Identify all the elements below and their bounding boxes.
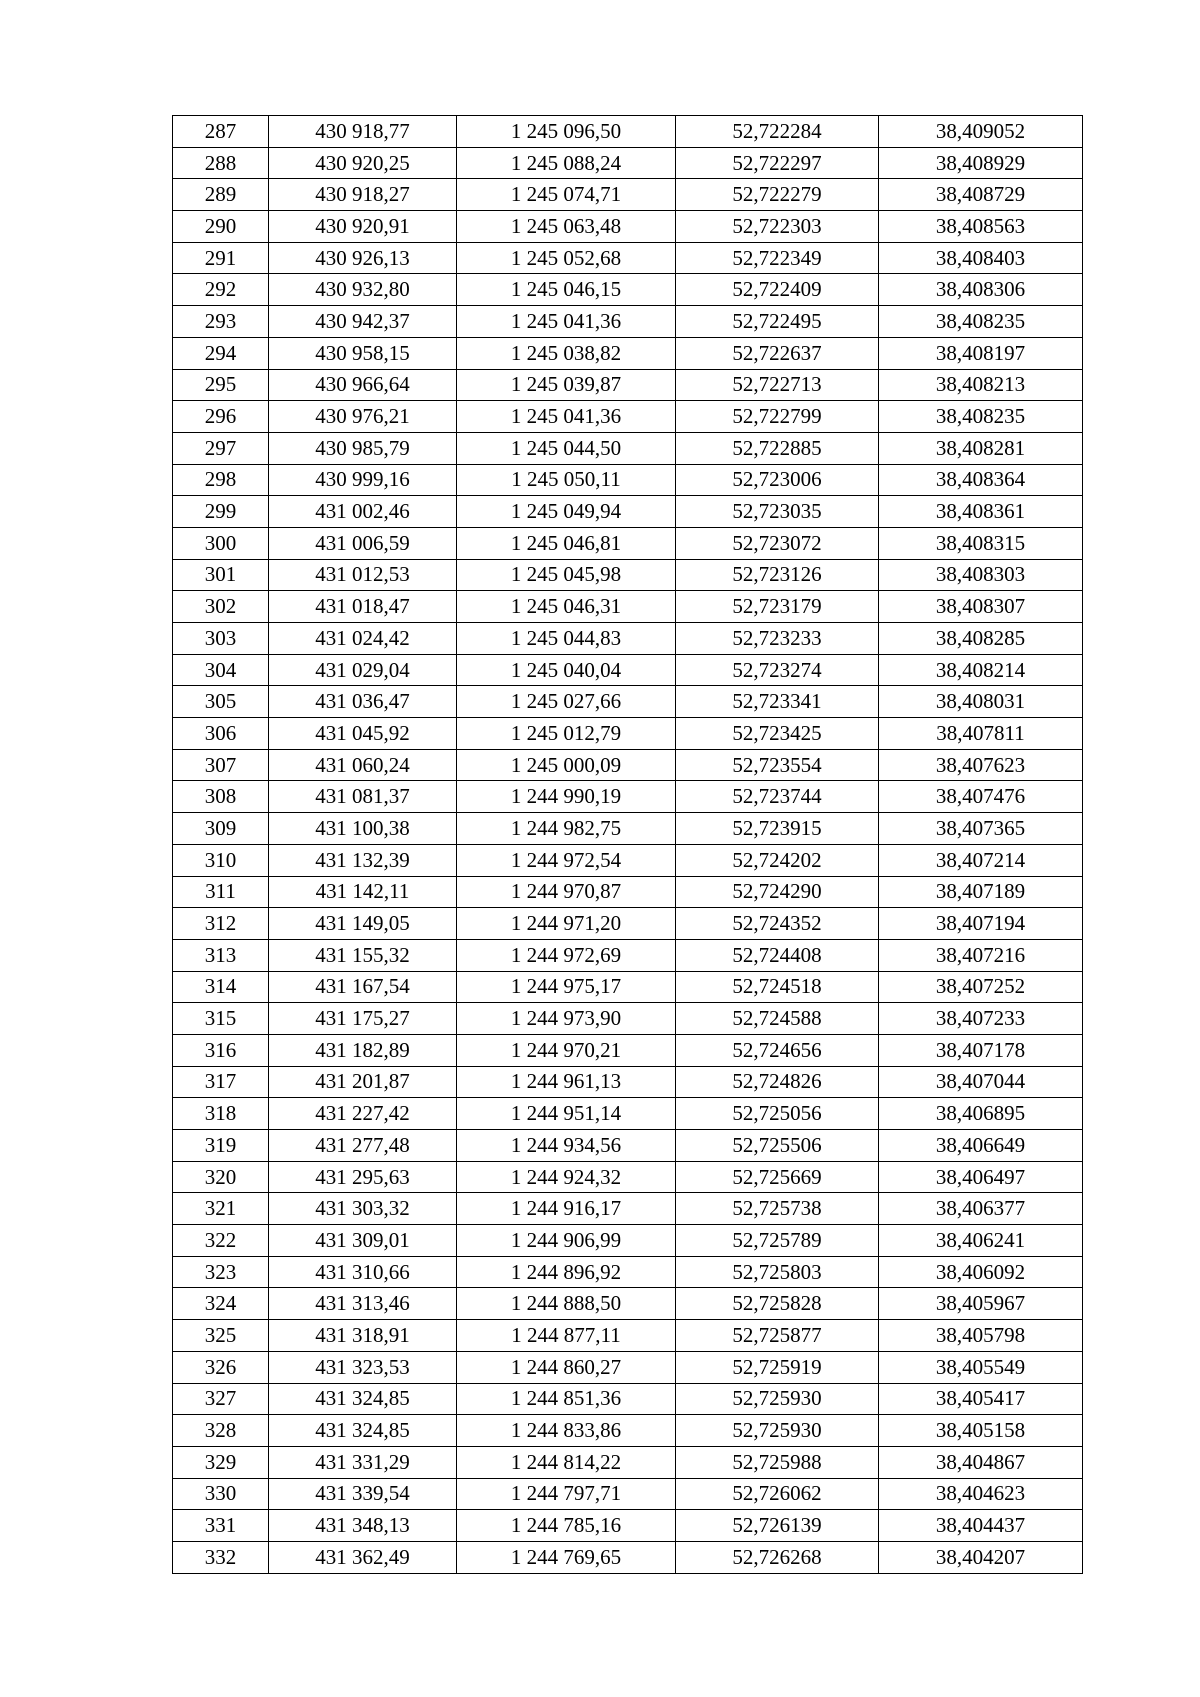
table-row: [173, 337, 1083, 369]
table-row: [173, 1320, 1083, 1352]
longitude-cell: 38,404207: [879, 1541, 1083, 1573]
y-coordinate-cell: 1 244 970,21: [457, 1034, 676, 1066]
longitude-cell: 38,408729: [879, 179, 1083, 211]
y-coordinate-cell: 1 244 972,54: [457, 844, 676, 876]
x-coordinate-cell: 431 149,05: [269, 908, 457, 940]
x-coordinate-cell: 430 920,25: [269, 147, 457, 179]
y-coordinate-cell: 1 244 924,32: [457, 1161, 676, 1193]
x-coordinate-cell: 431 155,32: [269, 939, 457, 971]
latitude-cell: 52,726139: [676, 1510, 879, 1542]
latitude-cell: 52,724518: [676, 971, 879, 1003]
longitude-cell: 38,406377: [879, 1193, 1083, 1225]
point-number-cell: 331: [173, 1510, 269, 1542]
y-coordinate-cell: 1 244 972,69: [457, 939, 676, 971]
latitude-cell: 52,723744: [676, 781, 879, 813]
point-number-cell: 316: [173, 1034, 269, 1066]
longitude-cell: 38,404623: [879, 1478, 1083, 1510]
table-row: [173, 1541, 1083, 1573]
latitude-cell: 52,725056: [676, 1098, 879, 1130]
point-number-cell: 312: [173, 908, 269, 940]
x-coordinate-cell: 430 918,77: [269, 116, 457, 148]
x-coordinate-cell: 430 932,80: [269, 274, 457, 306]
longitude-cell: 38,409052: [879, 116, 1083, 148]
point-number-cell: 329: [173, 1446, 269, 1478]
table-row: [173, 876, 1083, 908]
y-coordinate-cell: 1 244 797,71: [457, 1478, 676, 1510]
table-row: [173, 749, 1083, 781]
latitude-cell: 52,723006: [676, 464, 879, 496]
y-coordinate-cell: 1 244 982,75: [457, 813, 676, 845]
table-row: [173, 654, 1083, 686]
latitude-cell: 52,722885: [676, 432, 879, 464]
latitude-cell: 52,722409: [676, 274, 879, 306]
y-coordinate-cell: 1 244 888,50: [457, 1288, 676, 1320]
table-row: [173, 1510, 1083, 1542]
table-row: [173, 116, 1083, 148]
latitude-cell: 52,725919: [676, 1351, 879, 1383]
x-coordinate-cell: 431 012,53: [269, 559, 457, 591]
longitude-cell: 38,407189: [879, 876, 1083, 908]
x-coordinate-cell: 431 018,47: [269, 591, 457, 623]
y-coordinate-cell: 1 244 814,22: [457, 1446, 676, 1478]
y-coordinate-cell: 1 244 896,92: [457, 1256, 676, 1288]
point-number-cell: 320: [173, 1161, 269, 1193]
longitude-cell: 38,408563: [879, 211, 1083, 243]
x-coordinate-cell: 431 024,42: [269, 623, 457, 655]
x-coordinate-cell: 430 942,37: [269, 306, 457, 338]
x-coordinate-cell: 431 324,85: [269, 1415, 457, 1447]
longitude-cell: 38,408235: [879, 401, 1083, 433]
table-row: [173, 1161, 1083, 1193]
longitude-cell: 38,405967: [879, 1288, 1083, 1320]
longitude-cell: 38,405549: [879, 1351, 1083, 1383]
point-number-cell: 328: [173, 1415, 269, 1447]
point-number-cell: 309: [173, 813, 269, 845]
point-number-cell: 315: [173, 1003, 269, 1035]
table-row: [173, 432, 1083, 464]
longitude-cell: 38,404867: [879, 1446, 1083, 1478]
x-coordinate-cell: 431 303,32: [269, 1193, 457, 1225]
longitude-cell: 38,408031: [879, 686, 1083, 718]
point-number-cell: 314: [173, 971, 269, 1003]
latitude-cell: 52,724826: [676, 1066, 879, 1098]
x-coordinate-cell: 431 201,87: [269, 1066, 457, 1098]
point-number-cell: 313: [173, 939, 269, 971]
table-row: [173, 496, 1083, 528]
table-row: [173, 179, 1083, 211]
longitude-cell: 38,407194: [879, 908, 1083, 940]
latitude-cell: 52,723554: [676, 749, 879, 781]
point-number-cell: 296: [173, 401, 269, 433]
latitude-cell: 52,725738: [676, 1193, 879, 1225]
x-coordinate-cell: 431 029,04: [269, 654, 457, 686]
y-coordinate-cell: 1 245 012,79: [457, 718, 676, 750]
latitude-cell: 52,725506: [676, 1130, 879, 1162]
longitude-cell: 38,408235: [879, 306, 1083, 338]
y-coordinate-cell: 1 245 046,15: [457, 274, 676, 306]
longitude-cell: 38,407623: [879, 749, 1083, 781]
table-row: [173, 623, 1083, 655]
longitude-cell: 38,407044: [879, 1066, 1083, 1098]
longitude-cell: 38,408303: [879, 559, 1083, 591]
x-coordinate-cell: 431 277,48: [269, 1130, 457, 1162]
x-coordinate-cell: 430 958,15: [269, 337, 457, 369]
point-number-cell: 310: [173, 844, 269, 876]
x-coordinate-cell: 431 323,53: [269, 1351, 457, 1383]
longitude-cell: 38,408281: [879, 432, 1083, 464]
longitude-cell: 38,407365: [879, 813, 1083, 845]
longitude-cell: 38,407216: [879, 939, 1083, 971]
point-number-cell: 297: [173, 432, 269, 464]
y-coordinate-cell: 1 244 971,20: [457, 908, 676, 940]
x-coordinate-cell: 431 318,91: [269, 1320, 457, 1352]
latitude-cell: 52,724290: [676, 876, 879, 908]
y-coordinate-cell: 1 244 860,27: [457, 1351, 676, 1383]
x-coordinate-cell: 430 999,16: [269, 464, 457, 496]
point-number-cell: 295: [173, 369, 269, 401]
table-row: [173, 1415, 1083, 1447]
latitude-cell: 52,722303: [676, 211, 879, 243]
x-coordinate-cell: 431 142,11: [269, 876, 457, 908]
x-coordinate-cell: 430 966,64: [269, 369, 457, 401]
latitude-cell: 52,725930: [676, 1415, 879, 1447]
x-coordinate-cell: 431 309,01: [269, 1225, 457, 1257]
longitude-cell: 38,407252: [879, 971, 1083, 1003]
latitude-cell: 52,722284: [676, 116, 879, 148]
table-row: [173, 718, 1083, 750]
point-number-cell: 304: [173, 654, 269, 686]
x-coordinate-cell: 431 002,46: [269, 496, 457, 528]
latitude-cell: 52,724352: [676, 908, 879, 940]
latitude-cell: 52,723233: [676, 623, 879, 655]
point-number-cell: 319: [173, 1130, 269, 1162]
longitude-cell: 38,406497: [879, 1161, 1083, 1193]
point-number-cell: 318: [173, 1098, 269, 1130]
y-coordinate-cell: 1 245 039,87: [457, 369, 676, 401]
x-coordinate-cell: 431 175,27: [269, 1003, 457, 1035]
latitude-cell: 52,725828: [676, 1288, 879, 1320]
longitude-cell: 38,407214: [879, 844, 1083, 876]
point-number-cell: 308: [173, 781, 269, 813]
x-coordinate-cell: 431 348,13: [269, 1510, 457, 1542]
longitude-cell: 38,406092: [879, 1256, 1083, 1288]
x-coordinate-cell: 431 310,66: [269, 1256, 457, 1288]
x-coordinate-cell: 430 985,79: [269, 432, 457, 464]
y-coordinate-cell: 1 245 050,11: [457, 464, 676, 496]
point-number-cell: 307: [173, 749, 269, 781]
latitude-cell: 52,726062: [676, 1478, 879, 1510]
point-number-cell: 292: [173, 274, 269, 306]
longitude-cell: 38,408364: [879, 464, 1083, 496]
y-coordinate-cell: 1 245 045,98: [457, 559, 676, 591]
point-number-cell: 302: [173, 591, 269, 623]
longitude-cell: 38,408213: [879, 369, 1083, 401]
y-coordinate-cell: 1 244 970,87: [457, 876, 676, 908]
longitude-cell: 38,406649: [879, 1130, 1083, 1162]
point-number-cell: 322: [173, 1225, 269, 1257]
latitude-cell: 52,725988: [676, 1446, 879, 1478]
table-row: [173, 527, 1083, 559]
coordinates-table: [172, 115, 1083, 1574]
x-coordinate-cell: 430 976,21: [269, 401, 457, 433]
y-coordinate-cell: 1 244 851,36: [457, 1383, 676, 1415]
point-number-cell: 306: [173, 718, 269, 750]
longitude-cell: 38,408929: [879, 147, 1083, 179]
latitude-cell: 52,723126: [676, 559, 879, 591]
longitude-cell: 38,408306: [879, 274, 1083, 306]
table-row: [173, 813, 1083, 845]
x-coordinate-cell: 431 313,46: [269, 1288, 457, 1320]
point-number-cell: 289: [173, 179, 269, 211]
longitude-cell: 38,408403: [879, 242, 1083, 274]
longitude-cell: 38,407178: [879, 1034, 1083, 1066]
point-number-cell: 317: [173, 1066, 269, 1098]
y-coordinate-cell: 1 245 040,04: [457, 654, 676, 686]
x-coordinate-cell: 431 036,47: [269, 686, 457, 718]
longitude-cell: 38,406895: [879, 1098, 1083, 1130]
x-coordinate-cell: 431 167,54: [269, 971, 457, 1003]
longitude-cell: 38,407233: [879, 1003, 1083, 1035]
latitude-cell: 52,725803: [676, 1256, 879, 1288]
table-row: [173, 1130, 1083, 1162]
longitude-cell: 38,405158: [879, 1415, 1083, 1447]
table-row: [173, 1225, 1083, 1257]
point-number-cell: 290: [173, 211, 269, 243]
y-coordinate-cell: 1 245 049,94: [457, 496, 676, 528]
y-coordinate-cell: 1 244 769,65: [457, 1541, 676, 1573]
y-coordinate-cell: 1 245 046,31: [457, 591, 676, 623]
longitude-cell: 38,406241: [879, 1225, 1083, 1257]
x-coordinate-cell: 431 362,49: [269, 1541, 457, 1573]
longitude-cell: 38,405417: [879, 1383, 1083, 1415]
point-number-cell: 293: [173, 306, 269, 338]
table-row: [173, 147, 1083, 179]
latitude-cell: 52,722713: [676, 369, 879, 401]
table-row: [173, 1193, 1083, 1225]
latitude-cell: 52,723072: [676, 527, 879, 559]
y-coordinate-cell: 1 244 877,11: [457, 1320, 676, 1352]
point-number-cell: 294: [173, 337, 269, 369]
latitude-cell: 52,726268: [676, 1541, 879, 1573]
y-coordinate-cell: 1 244 785,16: [457, 1510, 676, 1542]
latitude-cell: 52,722349: [676, 242, 879, 274]
x-coordinate-cell: 431 081,37: [269, 781, 457, 813]
latitude-cell: 52,724408: [676, 939, 879, 971]
point-number-cell: 300: [173, 527, 269, 559]
latitude-cell: 52,725789: [676, 1225, 879, 1257]
x-coordinate-cell: 431 100,38: [269, 813, 457, 845]
table-row: [173, 1478, 1083, 1510]
point-number-cell: 325: [173, 1320, 269, 1352]
point-number-cell: 311: [173, 876, 269, 908]
point-number-cell: 301: [173, 559, 269, 591]
point-number-cell: 299: [173, 496, 269, 528]
point-number-cell: 288: [173, 147, 269, 179]
longitude-cell: 38,408361: [879, 496, 1083, 528]
table-row: [173, 1446, 1083, 1478]
longitude-cell: 38,408285: [879, 623, 1083, 655]
y-coordinate-cell: 1 245 041,36: [457, 401, 676, 433]
y-coordinate-cell: 1 245 041,36: [457, 306, 676, 338]
longitude-cell: 38,408197: [879, 337, 1083, 369]
y-coordinate-cell: 1 244 990,19: [457, 781, 676, 813]
table-row: [173, 401, 1083, 433]
coordinates-table-body: [173, 116, 1083, 1574]
latitude-cell: 52,723179: [676, 591, 879, 623]
latitude-cell: 52,723274: [676, 654, 879, 686]
table-row: [173, 211, 1083, 243]
y-coordinate-cell: 1 245 038,82: [457, 337, 676, 369]
x-coordinate-cell: 431 331,29: [269, 1446, 457, 1478]
x-coordinate-cell: 430 920,91: [269, 211, 457, 243]
table-row: [173, 1256, 1083, 1288]
latitude-cell: 52,723915: [676, 813, 879, 845]
y-coordinate-cell: 1 244 973,90: [457, 1003, 676, 1035]
y-coordinate-cell: 1 244 975,17: [457, 971, 676, 1003]
y-coordinate-cell: 1 245 052,68: [457, 242, 676, 274]
table-row: [173, 242, 1083, 274]
x-coordinate-cell: 431 339,54: [269, 1478, 457, 1510]
table-row: [173, 1034, 1083, 1066]
point-number-cell: 326: [173, 1351, 269, 1383]
table-row: [173, 908, 1083, 940]
table-row: [173, 1098, 1083, 1130]
table-row: [173, 971, 1083, 1003]
latitude-cell: 52,725930: [676, 1383, 879, 1415]
y-coordinate-cell: 1 244 833,86: [457, 1415, 676, 1447]
point-number-cell: 287: [173, 116, 269, 148]
table-row: [173, 274, 1083, 306]
table-row: [173, 781, 1083, 813]
point-number-cell: 303: [173, 623, 269, 655]
table-row: [173, 306, 1083, 338]
point-number-cell: 323: [173, 1256, 269, 1288]
y-coordinate-cell: 1 244 951,14: [457, 1098, 676, 1130]
table-row: [173, 1066, 1083, 1098]
longitude-cell: 38,408214: [879, 654, 1083, 686]
table-row: [173, 844, 1083, 876]
table-row: [173, 686, 1083, 718]
longitude-cell: 38,404437: [879, 1510, 1083, 1542]
x-coordinate-cell: 431 324,85: [269, 1383, 457, 1415]
y-coordinate-cell: 1 245 044,50: [457, 432, 676, 464]
longitude-cell: 38,407811: [879, 718, 1083, 750]
point-number-cell: 324: [173, 1288, 269, 1320]
x-coordinate-cell: 431 060,24: [269, 749, 457, 781]
table-row: [173, 559, 1083, 591]
latitude-cell: 52,722297: [676, 147, 879, 179]
point-number-cell: 291: [173, 242, 269, 274]
table-row: [173, 939, 1083, 971]
point-number-cell: 321: [173, 1193, 269, 1225]
table-row: [173, 1288, 1083, 1320]
latitude-cell: 52,723425: [676, 718, 879, 750]
y-coordinate-cell: 1 244 934,56: [457, 1130, 676, 1162]
point-number-cell: 298: [173, 464, 269, 496]
latitude-cell: 52,723341: [676, 686, 879, 718]
y-coordinate-cell: 1 245 044,83: [457, 623, 676, 655]
y-coordinate-cell: 1 245 096,50: [457, 116, 676, 148]
table-row: [173, 464, 1083, 496]
latitude-cell: 52,722279: [676, 179, 879, 211]
y-coordinate-cell: 1 245 027,66: [457, 686, 676, 718]
y-coordinate-cell: 1 245 000,09: [457, 749, 676, 781]
table-row: [173, 1351, 1083, 1383]
y-coordinate-cell: 1 244 916,17: [457, 1193, 676, 1225]
point-number-cell: 327: [173, 1383, 269, 1415]
latitude-cell: 52,723035: [676, 496, 879, 528]
longitude-cell: 38,408307: [879, 591, 1083, 623]
x-coordinate-cell: 431 227,42: [269, 1098, 457, 1130]
y-coordinate-cell: 1 244 906,99: [457, 1225, 676, 1257]
table-row: [173, 1003, 1083, 1035]
longitude-cell: 38,408315: [879, 527, 1083, 559]
y-coordinate-cell: 1 245 046,81: [457, 527, 676, 559]
table-row: [173, 591, 1083, 623]
x-coordinate-cell: 431 132,39: [269, 844, 457, 876]
y-coordinate-cell: 1 245 063,48: [457, 211, 676, 243]
x-coordinate-cell: 430 926,13: [269, 242, 457, 274]
x-coordinate-cell: 431 295,63: [269, 1161, 457, 1193]
longitude-cell: 38,405798: [879, 1320, 1083, 1352]
x-coordinate-cell: 430 918,27: [269, 179, 457, 211]
y-coordinate-cell: 1 244 961,13: [457, 1066, 676, 1098]
point-number-cell: 332: [173, 1541, 269, 1573]
latitude-cell: 52,724656: [676, 1034, 879, 1066]
y-coordinate-cell: 1 245 074,71: [457, 179, 676, 211]
latitude-cell: 52,725669: [676, 1161, 879, 1193]
point-number-cell: 305: [173, 686, 269, 718]
table-row: [173, 369, 1083, 401]
latitude-cell: 52,724202: [676, 844, 879, 876]
x-coordinate-cell: 431 006,59: [269, 527, 457, 559]
latitude-cell: 52,725877: [676, 1320, 879, 1352]
y-coordinate-cell: 1 245 088,24: [457, 147, 676, 179]
latitude-cell: 52,722637: [676, 337, 879, 369]
x-coordinate-cell: 431 045,92: [269, 718, 457, 750]
latitude-cell: 52,722799: [676, 401, 879, 433]
longitude-cell: 38,407476: [879, 781, 1083, 813]
point-number-cell: 330: [173, 1478, 269, 1510]
latitude-cell: 52,722495: [676, 306, 879, 338]
x-coordinate-cell: 431 182,89: [269, 1034, 457, 1066]
latitude-cell: 52,724588: [676, 1003, 879, 1035]
table-row: [173, 1383, 1083, 1415]
